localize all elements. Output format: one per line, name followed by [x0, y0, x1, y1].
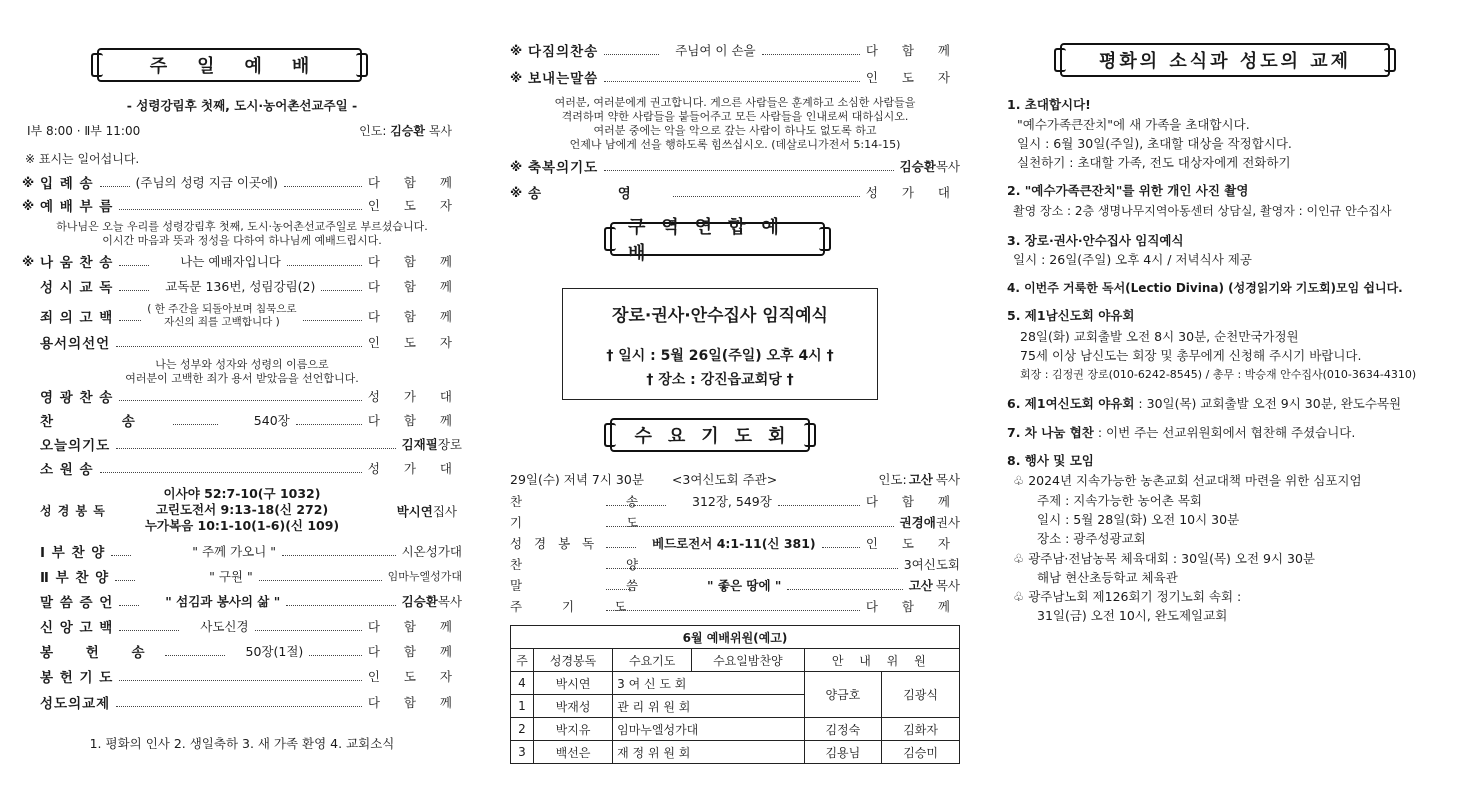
- news-item-line: 실천하기 : 초대할 가족, 전도 대상자에게 전화하기: [1017, 155, 1291, 170]
- duty-header: 안 내 위 원: [804, 649, 960, 672]
- usher-name: 양금호: [804, 672, 882, 718]
- ordination-box: [562, 288, 878, 400]
- news-item-title: 5. 제1남신도회 야유회: [1007, 308, 1135, 323]
- wednesday-prayer-banner: 수요기도회: [610, 418, 810, 452]
- order-performer: 인 도 자: [367, 198, 462, 213]
- order-label: 다짐의찬송: [528, 44, 599, 60]
- preacher-title: 목사: [437, 594, 462, 609]
- sending-text: 여러분, 여러분에게 권고합니다. 게으른 사람들은 훈계하고 소심한 사람들을: [554, 96, 916, 109]
- order-performer: 인 도 자: [865, 70, 960, 85]
- duty-row: [511, 672, 960, 695]
- order-row-gloria: [22, 385, 462, 407]
- order-row-confession: [22, 302, 462, 330]
- order-label: 축복의기도: [528, 160, 599, 176]
- order-performer: 다 함 께: [367, 309, 462, 324]
- wed-leader-label: 인도:: [878, 472, 907, 487]
- benediction-name: 김승환: [899, 159, 936, 174]
- order-label: 성 시 교 독: [40, 280, 114, 296]
- duty-group: 관 리 위 원 회: [613, 695, 804, 718]
- event-title: 광주남노회 제126회기 정기노회 속회 :: [1028, 589, 1242, 604]
- news-item-6: [1007, 394, 1401, 412]
- duty-reader: 박시연: [534, 672, 613, 695]
- order-detail: 나는 예배자입니다: [180, 254, 281, 269]
- absolution-text: 나는 성부와 성자와 성령의 이름으로: [155, 358, 329, 371]
- order-performer: 임마누엘성가대: [387, 570, 462, 583]
- wed-preacher-name: 고산: [908, 578, 933, 593]
- reader-name: 박시연: [396, 504, 433, 519]
- duty-header: 주: [511, 649, 534, 672]
- confession-note: [147, 303, 296, 329]
- wed-label: 주 기 도: [510, 599, 645, 614]
- news-item-title: 7. 차 나눔 협찬: [1007, 425, 1094, 440]
- prayer-leader-name: 김재필: [401, 437, 438, 452]
- duty-week: 1: [511, 695, 534, 718]
- news-item-title: 3. 장로·권사·안수집사 임직예식: [1007, 233, 1184, 248]
- news-item-title: 8. 행사 및 모임: [1007, 453, 1094, 468]
- district-worship-banner: 구역연합예배: [610, 222, 825, 256]
- prayer-leader-title: 장로: [437, 437, 462, 452]
- wed-leader-title: 목사: [935, 472, 960, 487]
- order-performer: 성 가 대: [367, 389, 462, 404]
- order-row-choir2: [22, 565, 462, 587]
- order-performer: 성 가 대: [367, 461, 462, 476]
- stand-mark: ※: [22, 253, 35, 269]
- order-label: 예 배 부 름: [40, 199, 114, 215]
- wed-performer: 인 도 자: [865, 536, 960, 551]
- duty-reader: 박지유: [534, 718, 613, 741]
- duty-roster-table: [510, 625, 960, 764]
- news-item-line: 일시 : 26일(주일) 오후 4시 / 저녁식사 제공: [1013, 252, 1252, 267]
- wed-preacher-title: 목사: [935, 578, 960, 593]
- order-performer: 인 도 자: [367, 669, 462, 684]
- order-row-creed: [22, 615, 462, 637]
- order-performer: 다 함 께: [367, 413, 462, 428]
- absolution-text: 여러분이 고백한 죄가 용서 받았음을 선언합니다.: [125, 372, 359, 385]
- stand-mark: ※: [22, 197, 35, 213]
- usher-name: 김정숙: [804, 718, 882, 741]
- news-item-title: 4. 이번주 거룩한 독서(Lectio Divina) (성경읽기와 기도회)모임 쉽니다.: [1007, 281, 1403, 295]
- sending-text: 여러분 중에는 악을 악으로 갚는 사람이 하나도 없도록 하고: [593, 124, 877, 137]
- event-title: 2024년 지속가능한 농촌교회 선교대책 마련을 위한 심포지엄: [1028, 473, 1362, 488]
- order-detail: " 구원 ": [209, 569, 253, 584]
- order-label: 영 광 찬 송: [40, 390, 114, 406]
- wednesday-time: 29일(수) 저녁 7시 30분: [510, 472, 644, 487]
- order-detail: 교독문 136번, 성림강림(2): [165, 279, 316, 294]
- duty-row: [511, 718, 960, 741]
- duty-header: 성경봉독: [534, 649, 613, 672]
- cross-icon: ♧: [1013, 589, 1029, 604]
- news-item-line: 일시 : 6월 30일(주일), 초대할 대상을 작정합시다.: [1017, 136, 1292, 151]
- wed-row-reading: [510, 532, 960, 554]
- wed-prayer-title: 권사: [935, 515, 960, 530]
- news-item-title: 1. 초대합시다!: [1007, 97, 1091, 112]
- news-item-line: : 30일(목) 교회출발 오전 9시 30분, 완도수목원: [1134, 396, 1402, 411]
- ordination-place: † 장소 : 강진읍교회당 †: [646, 372, 794, 388]
- order-row-wish-song: [22, 457, 462, 479]
- wed-detail: 베드로전서 4:1-11(신 381): [652, 536, 816, 551]
- wed-performer: 3여신도회: [903, 557, 960, 572]
- duty-header: 수요기도: [613, 649, 692, 672]
- order-row-fellowship: [22, 691, 462, 713]
- order-detail: 사도신경: [200, 619, 249, 634]
- usher-name: 김광식: [882, 672, 960, 718]
- wed-row-hymn: [510, 490, 960, 512]
- event-line: 일시 : 5월 28일(화) 오전 10시 30분: [1037, 512, 1240, 527]
- news-banner: 평화의 소식과 성도의 교제: [1060, 43, 1390, 77]
- order-performer: 다 함 께: [367, 644, 462, 659]
- event-line: 31일(금) 오전 10시, 완도제일교회: [1037, 608, 1228, 623]
- stand-mark: ※: [510, 69, 523, 85]
- duty-week: 3: [511, 741, 534, 764]
- wed-label: 찬 양: [510, 557, 689, 572]
- order-label: 찬 송: [40, 414, 167, 430]
- duty-group: 재 정 위 원 회: [613, 741, 804, 764]
- duty-week: 2: [511, 718, 534, 741]
- order-label: 죄 의 고 백: [40, 310, 114, 326]
- wednesday-header: [510, 468, 960, 490]
- order-detail: (주님의 성령 지금 이곳에): [135, 175, 278, 190]
- wed-prayer-name: 권경애: [899, 515, 936, 530]
- order-row-hymn: [22, 250, 462, 272]
- wed-performer: 다 함 께: [865, 494, 960, 509]
- preacher-name: 김승환: [401, 594, 438, 609]
- order-label: Ⅱ 부 찬 양: [40, 570, 110, 586]
- news-item-title: 6. 제1여신도회 야유회: [1007, 396, 1135, 411]
- leader-name: 김승환: [390, 124, 425, 138]
- order-row-entrance: [22, 171, 462, 193]
- duty-group: 임마누엘성가대: [613, 718, 804, 741]
- order-label: Ⅰ 부 찬 양: [40, 545, 106, 561]
- confession-line: 자신의 죄를 고백합니다 ): [164, 316, 280, 328]
- duty-roster-title: 6월 예배위원(예고): [511, 626, 960, 649]
- wed-performer: 다 함 께: [865, 599, 960, 614]
- order-detail: 50장(1절): [245, 644, 304, 659]
- leader-title: 목사: [428, 124, 452, 138]
- wed-row-prayer: [510, 511, 960, 533]
- event-line: 해남 현산초등학교 체육관: [1037, 570, 1178, 585]
- worship-subtitle: - 성령강림후 첫째, 도시·농어촌선교주일 -: [126, 98, 358, 113]
- order-row-absolution: [22, 331, 462, 353]
- usher-name: 김용님: [804, 741, 882, 764]
- order-row-doxology: ※ 송 영 성 가 대: [510, 181, 960, 203]
- order-performer: 시온성가대: [401, 544, 462, 559]
- order-performer: 다 함 께: [367, 619, 462, 634]
- order-label: 봉 헌 송: [40, 645, 159, 661]
- service-times: Ⅰ부 8:00 · Ⅱ부 11:00: [27, 124, 141, 138]
- news-item-line: 회장 : 김정권 장로(010-6242-8545) / 총무 : 박승재 안수집사(010-3634-4310): [1020, 368, 1417, 381]
- wed-row-praise: [510, 553, 960, 575]
- wed-detail: 312장, 549장: [692, 494, 772, 509]
- usher-name: 김승미: [882, 741, 960, 764]
- usher-name: 김화자: [882, 718, 960, 741]
- order-row-responsive-reading: [22, 275, 462, 297]
- cross-icon: ♧: [1013, 551, 1029, 566]
- scripture-reading-label: 성 경 봉 독: [40, 504, 106, 518]
- order-row-offering-prayer: [22, 665, 462, 687]
- wed-leader-name: 고산: [908, 472, 933, 487]
- news-item-title: 2. "예수가족큰잔치"를 위한 개인 사진 촬영: [1007, 183, 1249, 198]
- order-label: 송 영: [528, 186, 667, 202]
- ordination-date: † 일시 : 5월 26일(주일) 오후 4시 †: [606, 348, 834, 364]
- order-performer: 다 함 께: [367, 279, 462, 294]
- wed-label: 찬 송: [510, 494, 689, 509]
- scripture-ref: 고린도전서 9:13-18(신 272): [155, 502, 329, 517]
- order-label: 봉 헌 기 도: [40, 670, 114, 686]
- order-row-offering: [22, 640, 462, 662]
- duty-reader: 백선은: [534, 741, 613, 764]
- news-item-line: "예수가족큰잔치"에 새 가족을 초대합시다.: [1017, 117, 1250, 132]
- worship-leader: [359, 122, 452, 139]
- stand-mark: ※: [22, 174, 35, 190]
- wed-row-lords-prayer: [510, 595, 960, 617]
- order-label: 소 원 송: [40, 462, 94, 478]
- news-item-line: : 이번 주는 선교위원회에서 협찬해 주셨습니다.: [1093, 425, 1356, 440]
- stand-mark: ※: [510, 42, 523, 58]
- order-row-sending: [510, 66, 960, 88]
- order-detail: 주님여 이 손을: [675, 43, 756, 58]
- order-label: 성도의교제: [40, 696, 111, 712]
- order-label: 말 씀 증 언: [40, 595, 114, 611]
- order-performer: 다 함 께: [367, 175, 462, 190]
- news-item-line: 75세 이상 남신도는 회장 및 총무에게 신청해 주시기 바랍니다.: [1020, 348, 1362, 363]
- order-performer: 다 함 께: [367, 254, 462, 269]
- order-performer: 다 함 께: [865, 43, 960, 58]
- scripture-references: [142, 486, 342, 534]
- order-detail: 540장: [253, 413, 290, 428]
- duty-row: [511, 741, 960, 764]
- event-line: 주제 : 지속가능한 농어촌 목회: [1037, 493, 1203, 508]
- order-row-commit-hymn: [510, 39, 960, 61]
- order-performer: 성 가 대: [865, 185, 960, 200]
- order-performer: 인 도 자: [367, 335, 462, 350]
- reader-title: 집사: [432, 504, 457, 519]
- sending-text: 언제나 남에게 선을 행하도록 힘쓰십시오. (데살로니가전서 5:14-15): [569, 138, 901, 151]
- cross-icon: ♧: [1013, 473, 1029, 488]
- sunday-worship-banner: 주일예배: [97, 48, 362, 82]
- wed-sermon-title: " 좋은 땅에 ": [707, 578, 782, 593]
- event-item: [1013, 587, 1241, 605]
- confession-line: ( 한 주간을 되돌아보며 침묵으로: [147, 303, 297, 315]
- order-row-choir1: [22, 540, 462, 562]
- wed-label: 성 경 봉 독: [510, 536, 599, 551]
- event-item: [1013, 471, 1362, 489]
- order-label: 신 앙 고 백: [40, 620, 114, 636]
- order-row-benediction: ※ 축복의기도 김승환 목사: [510, 155, 960, 177]
- sermon-title: " 섬김과 봉사의 삶 ": [165, 594, 281, 609]
- event-title: 광주남·전남농목 체육대회 : 30일(목) 오전 9시 30분: [1028, 551, 1316, 566]
- duty-reader: 박재성: [534, 695, 613, 718]
- ordination-title: 장로·권사·안수집사 임직예식: [612, 306, 828, 326]
- order-label: 오늘의기도: [40, 438, 111, 454]
- order-detail: " 주께 가오니 ": [192, 544, 277, 559]
- order-label: 나 움 찬 송: [40, 255, 114, 271]
- wed-label: 말 씀: [510, 578, 689, 593]
- order-label: 용서의선언: [40, 336, 111, 352]
- scripture-ref: 이사야 52:7-10(구 1032): [163, 486, 321, 501]
- call-to-worship-text: 하나님은 오늘 우리를 성령강림후 첫째, 도시·농어촌선교주일로 부르셨습니다.: [56, 220, 428, 233]
- sending-text: 격려하며 약한 사람들을 붙들어주고 모든 사람들을 인내로써 대하십시오.: [561, 110, 909, 123]
- benediction-title: 목사: [935, 159, 960, 174]
- order-row-call: [22, 194, 462, 216]
- wed-row-sermon: [510, 574, 960, 596]
- wed-label: 기 도: [510, 515, 689, 530]
- order-label: 입 례 송: [40, 176, 94, 192]
- duty-week: 4: [511, 672, 534, 695]
- leader-label: 인도:: [359, 124, 387, 138]
- order-row-prayer: [22, 433, 462, 455]
- duty-group: 3 여 신 도 회: [613, 672, 804, 695]
- news-item-line: 28일(화) 교회출발 오전 8시 30분, 순천만국가정원: [1020, 329, 1299, 344]
- wednesday-host: <3여신도회 주관>: [671, 472, 778, 487]
- order-performer: 다 함 께: [367, 695, 462, 710]
- order-label: 보내는말씀: [528, 71, 599, 87]
- scripture-reader: [397, 502, 457, 520]
- event-line: 장소 : 광주성광교회: [1037, 531, 1146, 546]
- fellowship-items: 1. 평화의 인사 2. 생일축하 3. 새 가족 환영 4. 교회소식: [89, 736, 395, 751]
- call-to-worship-text: 이시간 마음과 뜻과 정성을 다하여 하나님께 예배드립시다.: [102, 234, 382, 247]
- stand-note: ※ 표시는 일어섭니다.: [25, 152, 140, 166]
- scripture-ref: 누가복음 10:1-10(1-6)(신 109): [144, 518, 340, 533]
- news-item-line: 촬영 장소 : 2층 생명나무지역아동센터 상담실, 촬영자 : 이인규 안수집사: [1013, 204, 1392, 218]
- order-row-sermon: [22, 590, 462, 612]
- news-item-7: [1007, 423, 1355, 441]
- event-item: [1013, 549, 1315, 567]
- duty-header: 수요일밤찬양: [692, 649, 804, 672]
- order-row-hymn-540: [22, 409, 462, 431]
